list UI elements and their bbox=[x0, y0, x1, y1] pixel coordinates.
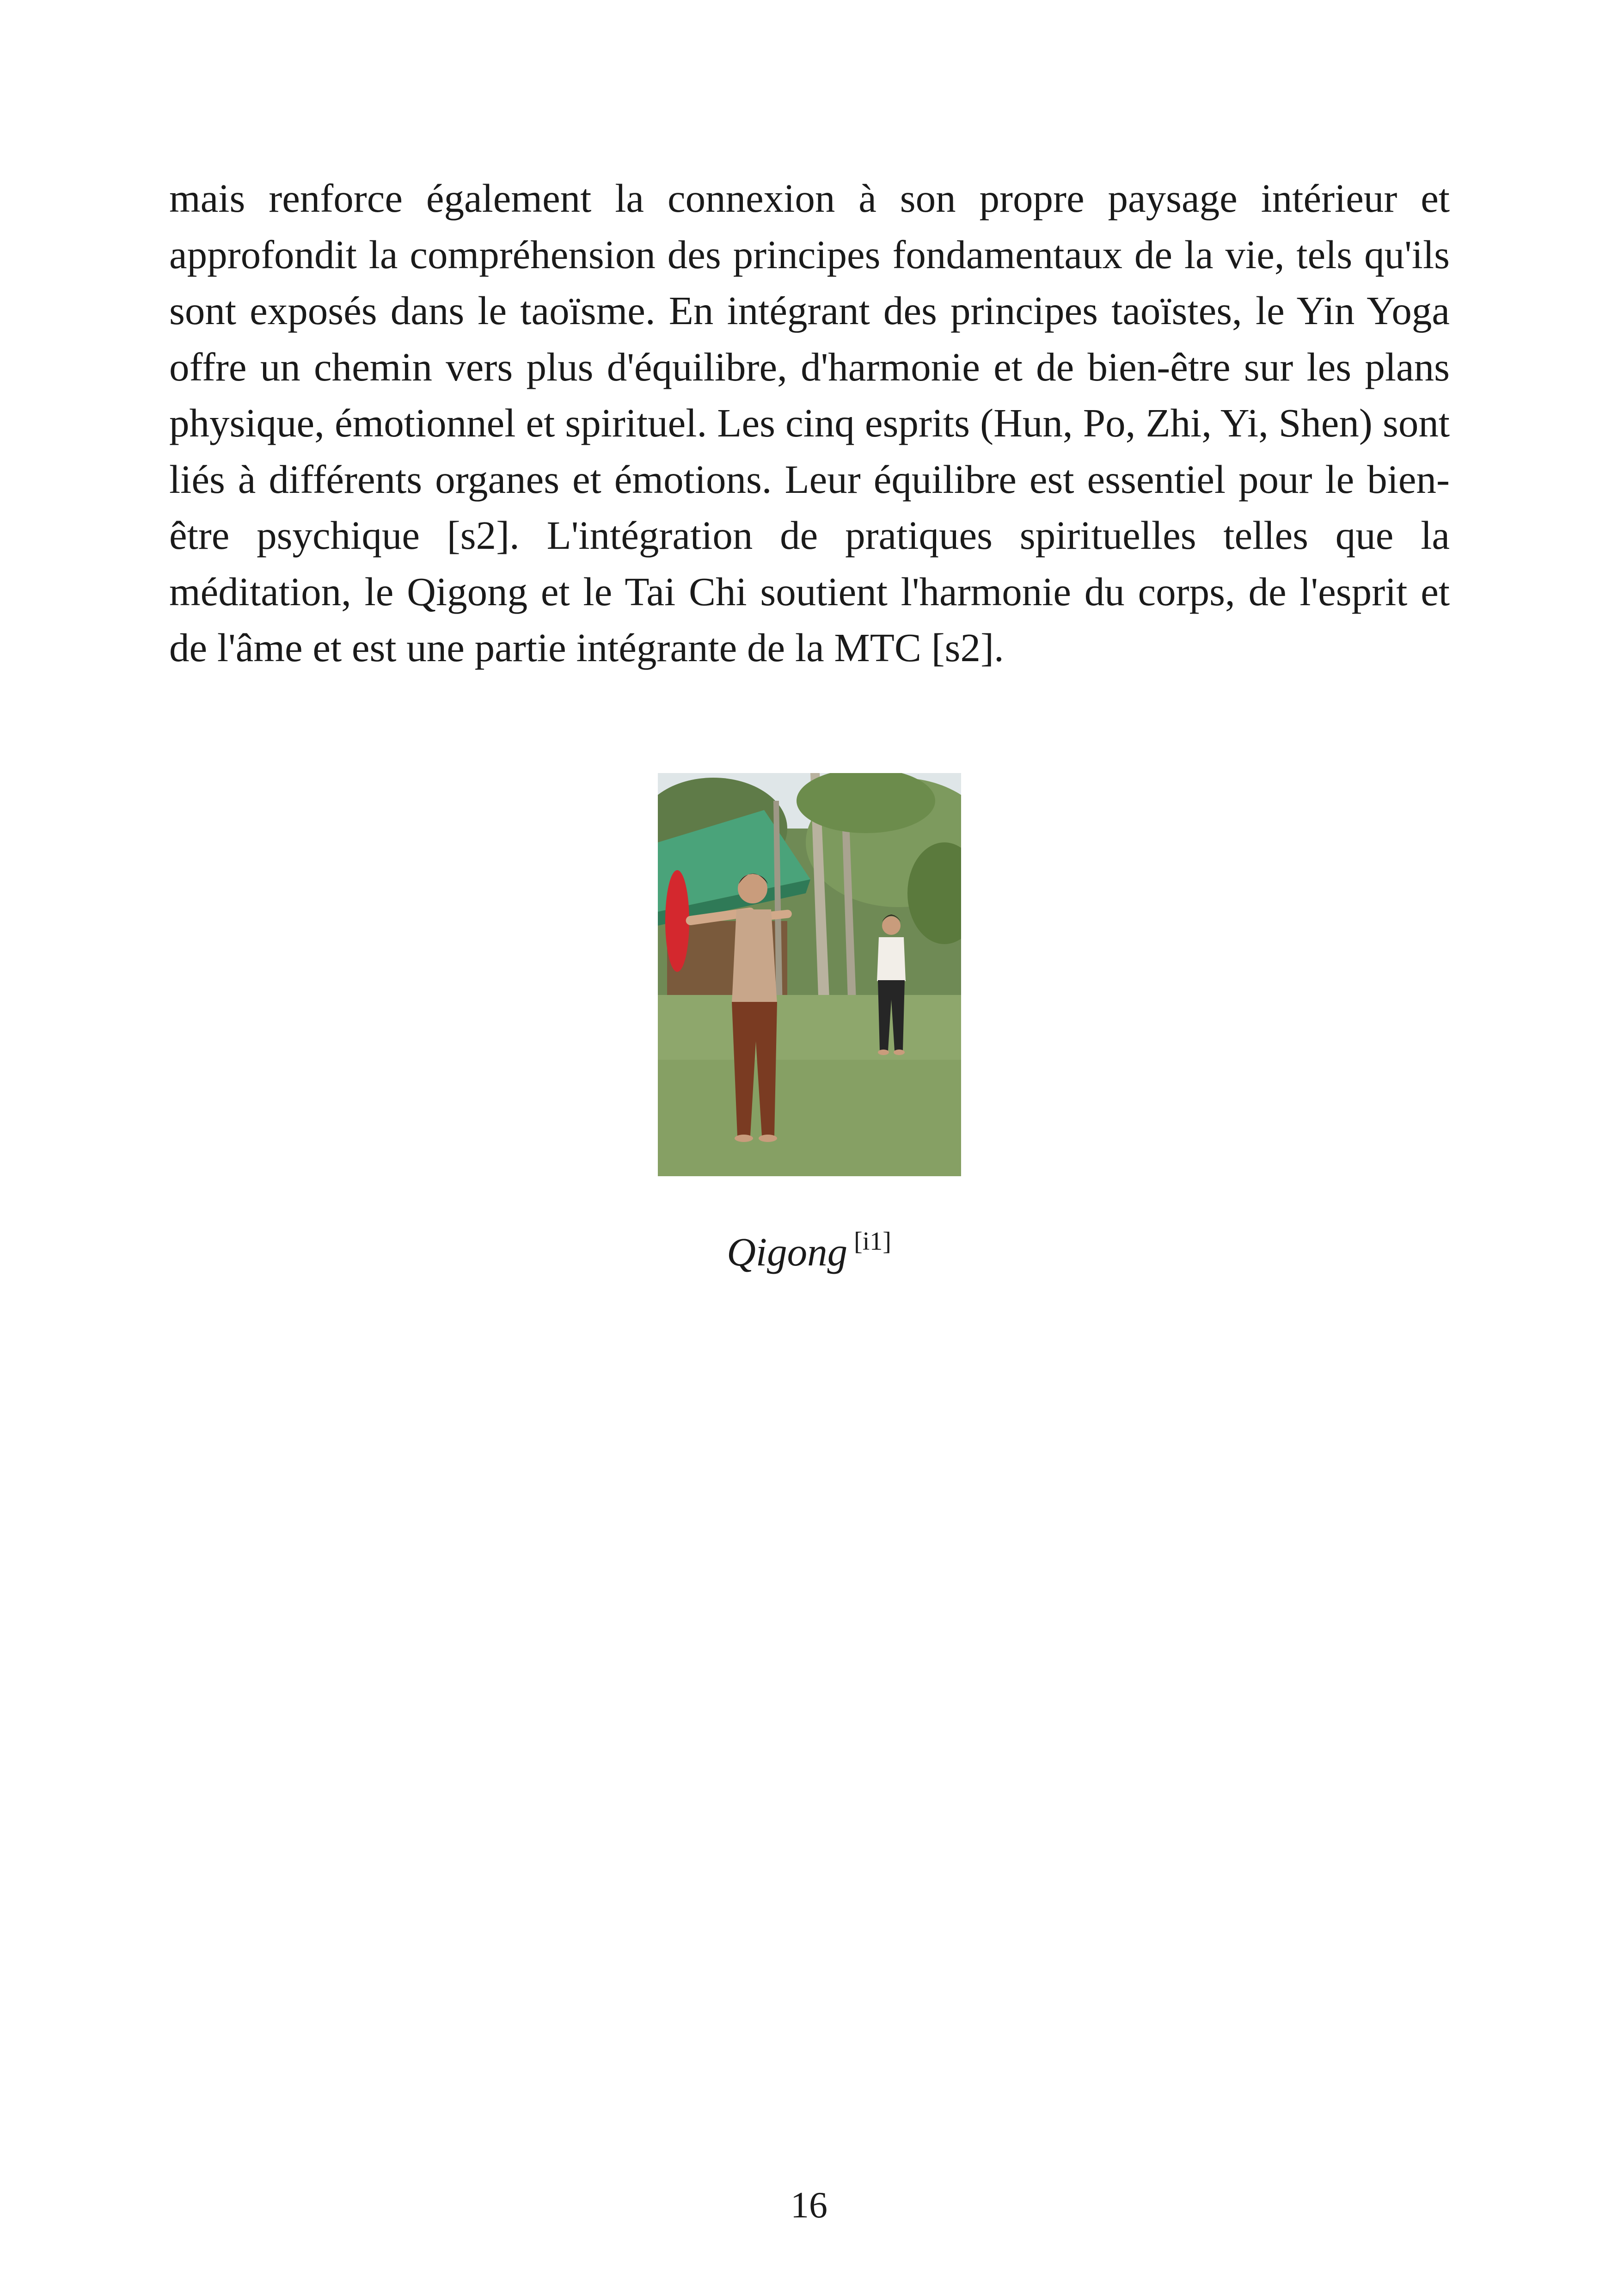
page-number: 16 bbox=[791, 2185, 827, 2226]
caption-reference: [i1] bbox=[854, 1227, 891, 1256]
caption-title: Qigong bbox=[727, 1229, 848, 1274]
qigong-photo bbox=[658, 773, 961, 1176]
body-paragraph: mais renforce également la connexion à son propre paysage intérieur et approfondit la compréhension des principes fondamentaux de la vie, tels qu'ils sont exposés dans le taoïsme. En intégrant des principes taoïstes, le Yin Yoga offre un chemin vers plus d'équilibre, d'harmonie et de bien-être sur les plans physique, émotionnel et spirituel. Les cinq esprits (Hun, Po, Zhi, Yi, Shen) sont liés à différents organes et émotions. Leur équilibre est essentiel pour le bien-être psychique [s2]. L'intégration de pratiques spirituelles telles que la méditation, le Qigong et le Tai Chi soutient l'harmonie du corps, de l'esprit et de l'âme et est une partie intégrante de la MTC [s2]. bbox=[169, 176, 1450, 670]
figure-caption bbox=[0, 1216, 1618, 1277]
